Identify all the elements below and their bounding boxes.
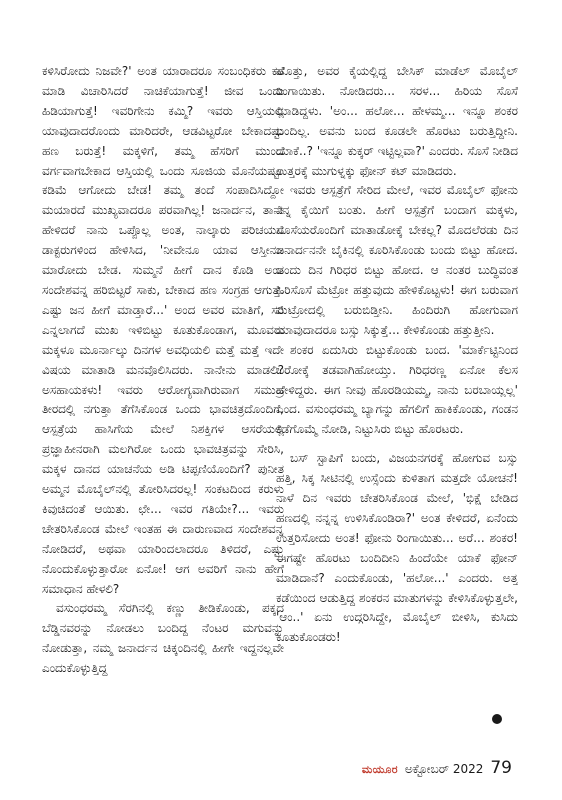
article-paragraph: ಇವರು ಆಸ್ಪತ್ರೆಗೆ ಸೇರಿದ ಮೇಲೆ, ಇವರ ಮೊಬೈಲ್ ಫೋನು ನನ್ನ ಕೈಯಿಗೆ ಬಂತು. ಹೀಗೆ ಆಸ್ಪತ್ರೆಗೆ ಬಂದಾಗ ಮಕ್ಕಳು, ಸೊಸೆಯರೊಂದಿಗೆ ಮಾತಾಡೋಕ್ಕೆ ಬೇಕಲ್ಲ? ಮೊದಲೆರಡು ದಿನ ಜನಾರ್ದನನೇ ಬೈಕಿನಲ್ಲಿ ಕೂರಿಸಿಕೊಂಡು ಬಂದು ಬಿಟ್ಟು ಹೋದ. ಒಂದು ದಿನ ಗಿರಿಧರ ಬಿಟ್ಟು ಹೋದ. ಆ ನಂತರ ಬುದ್ಧಿವಂತ ಹಿರಿಸೊಸೆ ಮೆಟ್ರೋ ಹತ್ತುವುದು ಹೇಳಿಕೊಟ್ಟಳು! ಈಗ ಬರುವಾಗ ಮೆಟ್ರೋದಲ್ಲಿ ಬರುಬಿಡ್ತೀನಿ. ಹಿಂದಿರುಗಿ ಹೋಗುವಾಗ ಯಾವುದಾದರೂ ಬಸ್ಸು ಸಿಕ್ಕುತ್ತೆ... ಕೇಳಿಕೊಂಡು ಹತ್ತುತ್ತೀನಿ. — [276, 183, 518, 337]
article-paragraph: ಕಳಿಸಿರೋದು ನಿಜವೇ?' ಅಂತ ಯಾರಾದರೂ ಸಂಬಂಧಿಕರು ಕರೆ ಮಾಡಿ ವಿಚಾರಿಸಿದರೆ ನಾಚಿಕೆಯಾಗುತ್ತೆ! ಜೀವ ಒಂದು ಹಿಡಿಯಾಗುತ್ತೆ! ಇವರಿಗೇನು ಕಮ್ಮಿ? ಇವರು ಆಸ್ತಿಯಲ್ಲಿ ಯಾವುದಾದರೊಂದು ಮಾರಿದರೇ, ಆಡವಿಟ್ಟರೋ ಬೇಕಾದಷ್ಟು ಹಣ ಬರುತ್ತೆ! ಮಕ್ಕಳಿಗೆ, ತಮ್ಮ ಹೆಸರಿಗೆ ಮುಂದೆ ವರ್ಗವಾಗಬೇಕಾದ ಆಸ್ತಿಯಲ್ಲಿ ಒಂದು ಸೂಜಿಯ ಮೊನೆಯಷ್ಟೂ ಕಡಿಮೆ ಆಗೋದು ಬೇಡ! ತಮ್ಮ ತಂದೆ ಸಂಪಾದಿಸಿದ್ದೋ ಮಯಾರದೆ ಮುಖ್ಯವಾದರೂ ಪರವಾಗಿಲ್ಲ! ಜನಾರ್ದನ, ತಾನೇ ಹೇಳಿದರೆ ನಾನು ಒಪ್ಪೊಲ್ಲ ಅಂತ, ನಾಲ್ಕಾರು ಪರಿಚಯದ ಡಾಕ್ಟರುಗಳಿಂದ ಹೇಳಿಸಿದ, 'ನೀವೇನೂ ಯಾವ ಆಸ್ತೀನೂ ಮಾರೋದು ಬೇಡ. ಸುಮ್ಮನೆ ಹೀಗೆ ದಾನ ಕೊಡಿ ಅಂತ ಸಂದೇಶವನ್ನ ಹರಿಬಿಟ್ಟರೆ ಸಾಕು, ಬೇಕಾದ ಹಣ ಸಂಗ್ರಹ ಆಗುತ್ತೆ. ಎಷ್ಟು ಜನ ಹೀಗೆ ಮಾಡ್ತಾರೆ...' ಅಂದ ಅವರ ಮಾತಿಗೆ, ಸರಿ ಎನ್ನಲಾಗದೆ ಮುಖ ಇಳಿಬಿಟ್ಟು ಕೂತುಕೊಂಡಾಗ, ಮೂವರು ಮಕ್ಕಳೂ ಮೂರ್ನಾಲ್ಕು ದಿನಗಳ ಅವಧಿಯಲಿ ಮತ್ತೆ ಮತ್ತೆ ಇದೇ ವಿಷಯ ಮಾತಾಡಿ ಮನವೊಲಿಸಿದರು. ನಾನೇನು ಮಾಡಲಿ? ಅಸಹಾಯಕಳು! ಇವರು ಆರೋಗ್ಯವಾಗಿರುವಾಗ ಸಮುದ್ರ ತೀರದಲ್ಲಿ ನಗುತ್ತಾ ತೆಗೆಸಿಕೊಂಡ ಒಂದು ಭಾವಚಿತ್ರದೊಂದಿಗೆ, ಆಸ್ಪತ್ರೆಯ ಹಾಸಿಗೆಯ ಮೇಲೆ ನಿಶಕ್ತಿಗಳ ಆಸರೆಯಲ್ಲಿ ಪ್ರಜ್ಞಾಹೀನರಾಗಿ ಮಲಗಿರೋ ಒಂದು ಭಾವಚಿತ್ರವನ್ನು ಸೇರಿಸಿ, ಮಕ್ಕಳ ದಾನದ ಯಾಚನೆಯ ಅಡಿ ಟಿಪ್ಪಣಿಯೊಂದಿಗೆ? ಪುನೀತ ಅಮ್ಮನ ಮೊಬೈಲ್‌ನಲ್ಲಿ ತೋರಿಸಿದರಲ್ಲ! ಸಂಕಟದಿಂದ ಕರುಳು ಕಿವುಚಿದಂತೆ ಆಯಿತು. ಛೇ... ಇವರ ಗತಿಯೇ?... ಇವರು ಚೇತರಿಸಿಕೊಂಡ ಮೇಲೆ ಇಂತಹ ಈ ದಾರುಣವಾದ ಸಂದೇಶವನ್ನ ನೋಡಿದರೆ, ಅಥವಾ ಯಾರಿಂದಲಾದರೂ ತಿಳಿದರೆ, ಎಷ್ಟು ನೊಂದುಕೊಳ್ಳುತ್ತಾರೋ ಏನೋ! ಆಗ ಅವರಿಗೆ ನಾನು ಹೇಗೆ ಸಮಾಧಾನ ಹೇಳಲಿ? — [42, 64, 284, 596]
article-paragraph: ಬಸ್ ಸ್ಟಾಪಿಗೆ ಬಂದು, ವಿಜಯನಗರಕ್ಕೆ ಹೋಗುವ ಬಸ್ಸು ಹತ್ತಿ, ಸಿಕ್ಕ ಸೀಟಿನಲ್ಲಿ ಉಸ್ಸೆಂದು ಕುಳಿತಾಗ ಮತ್ತದೇ ಯೋಚನೆ! ನಾಳೆ ದಿನ ಇವರು ಚೇತರಿಸಿಕೊಂಡ ಮೇಲೆ, 'ಭಿಕ್ಷೆ ಬೇಡಿದ ಹಣದಲ್ಲಿ ನನ್ನನ್ನ ಉಳಿಸಿಕೊಂಡಿರಾ?' ಅಂತ ಕೇಳಿದರೆ, ಏನೆಂದು ಉತ್ತರಿಸೋದು ಅಂತ! ಫೋನು ರಿಂಗಾಯಿತು... ಅರೆ... ಶಂಕರ! ಈಗಷ್ಟೇ ಹೊರಟು ಬಂದಿದೀನಿ ಹಿಂದೆಯೇ ಯಾಕೆ ಫೋನ್ ಮಾಡಿದಾನೆ? ಎಂದುಕೊಂಡು, 'ಹಲೋ...' ಎಂದರು. ಅತ್ತ ಕಡೆಯಿಂದ ಆಡುತ್ತಿದ್ದ ಶಂಕರನ ಮಾತುಗಳನ್ನು ಕೇಳಿಸಿಕೊಳ್ಳುತ್ತಲೇ, 'ಆಂ..' ಏನು ಉದ್ಗರಿಸಿದ್ದೇ, ಮೊಬೈಲ್ ಬೀಳಿಸಿ, ಕುಸಿದು ಕೂತುಕೊಂಡರು! — [276, 451, 518, 645]
issue-date: ಅಕ್ಟೋಬರ್ 2022 — [404, 762, 484, 776]
article-paragraph: ಹೊತ್ತು, ಅವರ ಕೈಯಲ್ಲಿದ್ದ ಬೇಸಿಕ್ ಮಾಡೆಲ್ ಮೊಬೈಲ್ ರಿಂಗಾಯಿತು. ನೋಡಿದರು... ಸರಳ... ಹಿರಿಯ ಸೊಸೆ ಮಾಡಿದ್ದಳು. 'ಅಂ... ಹಲೋ... ಹೇಳಮ್ಮ... ಇನ್ನೂ ಶಂಕರ ಬಂದಿಲ್ಲ. ಅವನು ಬಂದ ಕೂಡಲೇ ಹೊರಟು ಬರುತ್ತಿದ್ದೀನಿ. ಯಾಕೆ..? 'ಇನ್ನೂ ಕುಕ್ಕರ್ ಇಟ್ಟಿಲ್ಲವಾ?' ಎಂದರು. ಸೊಸೆ ನೀಡಿದ ಉತ್ತರಕ್ಕೆ ಮುಗುಳ್ನಕ್ಕು ಫೋನ್ ಕಟ್ ಮಾಡಿದರು. — [276, 64, 518, 178]
page-number: 79 — [490, 758, 512, 778]
magazine-name: ಮಯೂರ — [361, 763, 398, 776]
page-footer — [362, 758, 512, 778]
article-column-right — [276, 62, 518, 740]
article-column-left — [42, 62, 284, 740]
article-paragraph: ವಸುಂಧರಮ್ಮ ಸೆರಗಿನಲ್ಲಿ ಕಣ್ಣು ತೀಡಿಕೊಂಡು, ಪಕ್ಕದ ಬೆಡ್ಡಿನವರನ್ನು ನೋಡಲು ಬಂದಿದ್ದ ನೆಂಟರ ಮಗುವನ್ನು ನೋಡುತ್ತಾ, ನಮ್ಮ ಜನಾರ್ದನ ಚಿಕ್ಕಂದಿನಲ್ಲಿ ಹೀಗೇ ಇದ್ದನಲ್ಲವೇ ಎಂದುಕೊಳ್ಳುತ್ತಿದ್ದ — [42, 601, 284, 676]
article-paragraph: ಶಂಕರ ಏದುಸಿರು ಬಿಟ್ಟುಕೊಂಡು ಬಂದ. 'ಮಾರ್ಕೆಟ್ಟಿನಿಂದ ಬರೋಕ್ಕೆ ತಡವಾಗಿಹೋಯ್ತು. ಗಿರಿಧರಣ್ಣ ಏನೋ ಕೆಲಸ ಹೇಳಿದ್ದರು. ಈಗ ನೀವು ಹೊರಡಿಯಮ್ಮ, ನಾನು ಬರಬಾಯ್ಲಲ್ಲ' ಎಂದ. ವಸುಂಧರಮ್ಮ ಬ್ಯಾಗನ್ನು ಹೆಗಲಿಗೆ ಹಾಕಿಕೊಂಡು, ಗಂಡನ ಕಡೆಗೊಮ್ಮೆ ನೋಡಿ, ನಿಟ್ಟುಸಿರು ಬಿಟ್ಟು ಹೊರಟರು. — [276, 342, 518, 437]
story-end-bullet — [492, 714, 502, 724]
paragraph-spacer — [276, 440, 518, 449]
